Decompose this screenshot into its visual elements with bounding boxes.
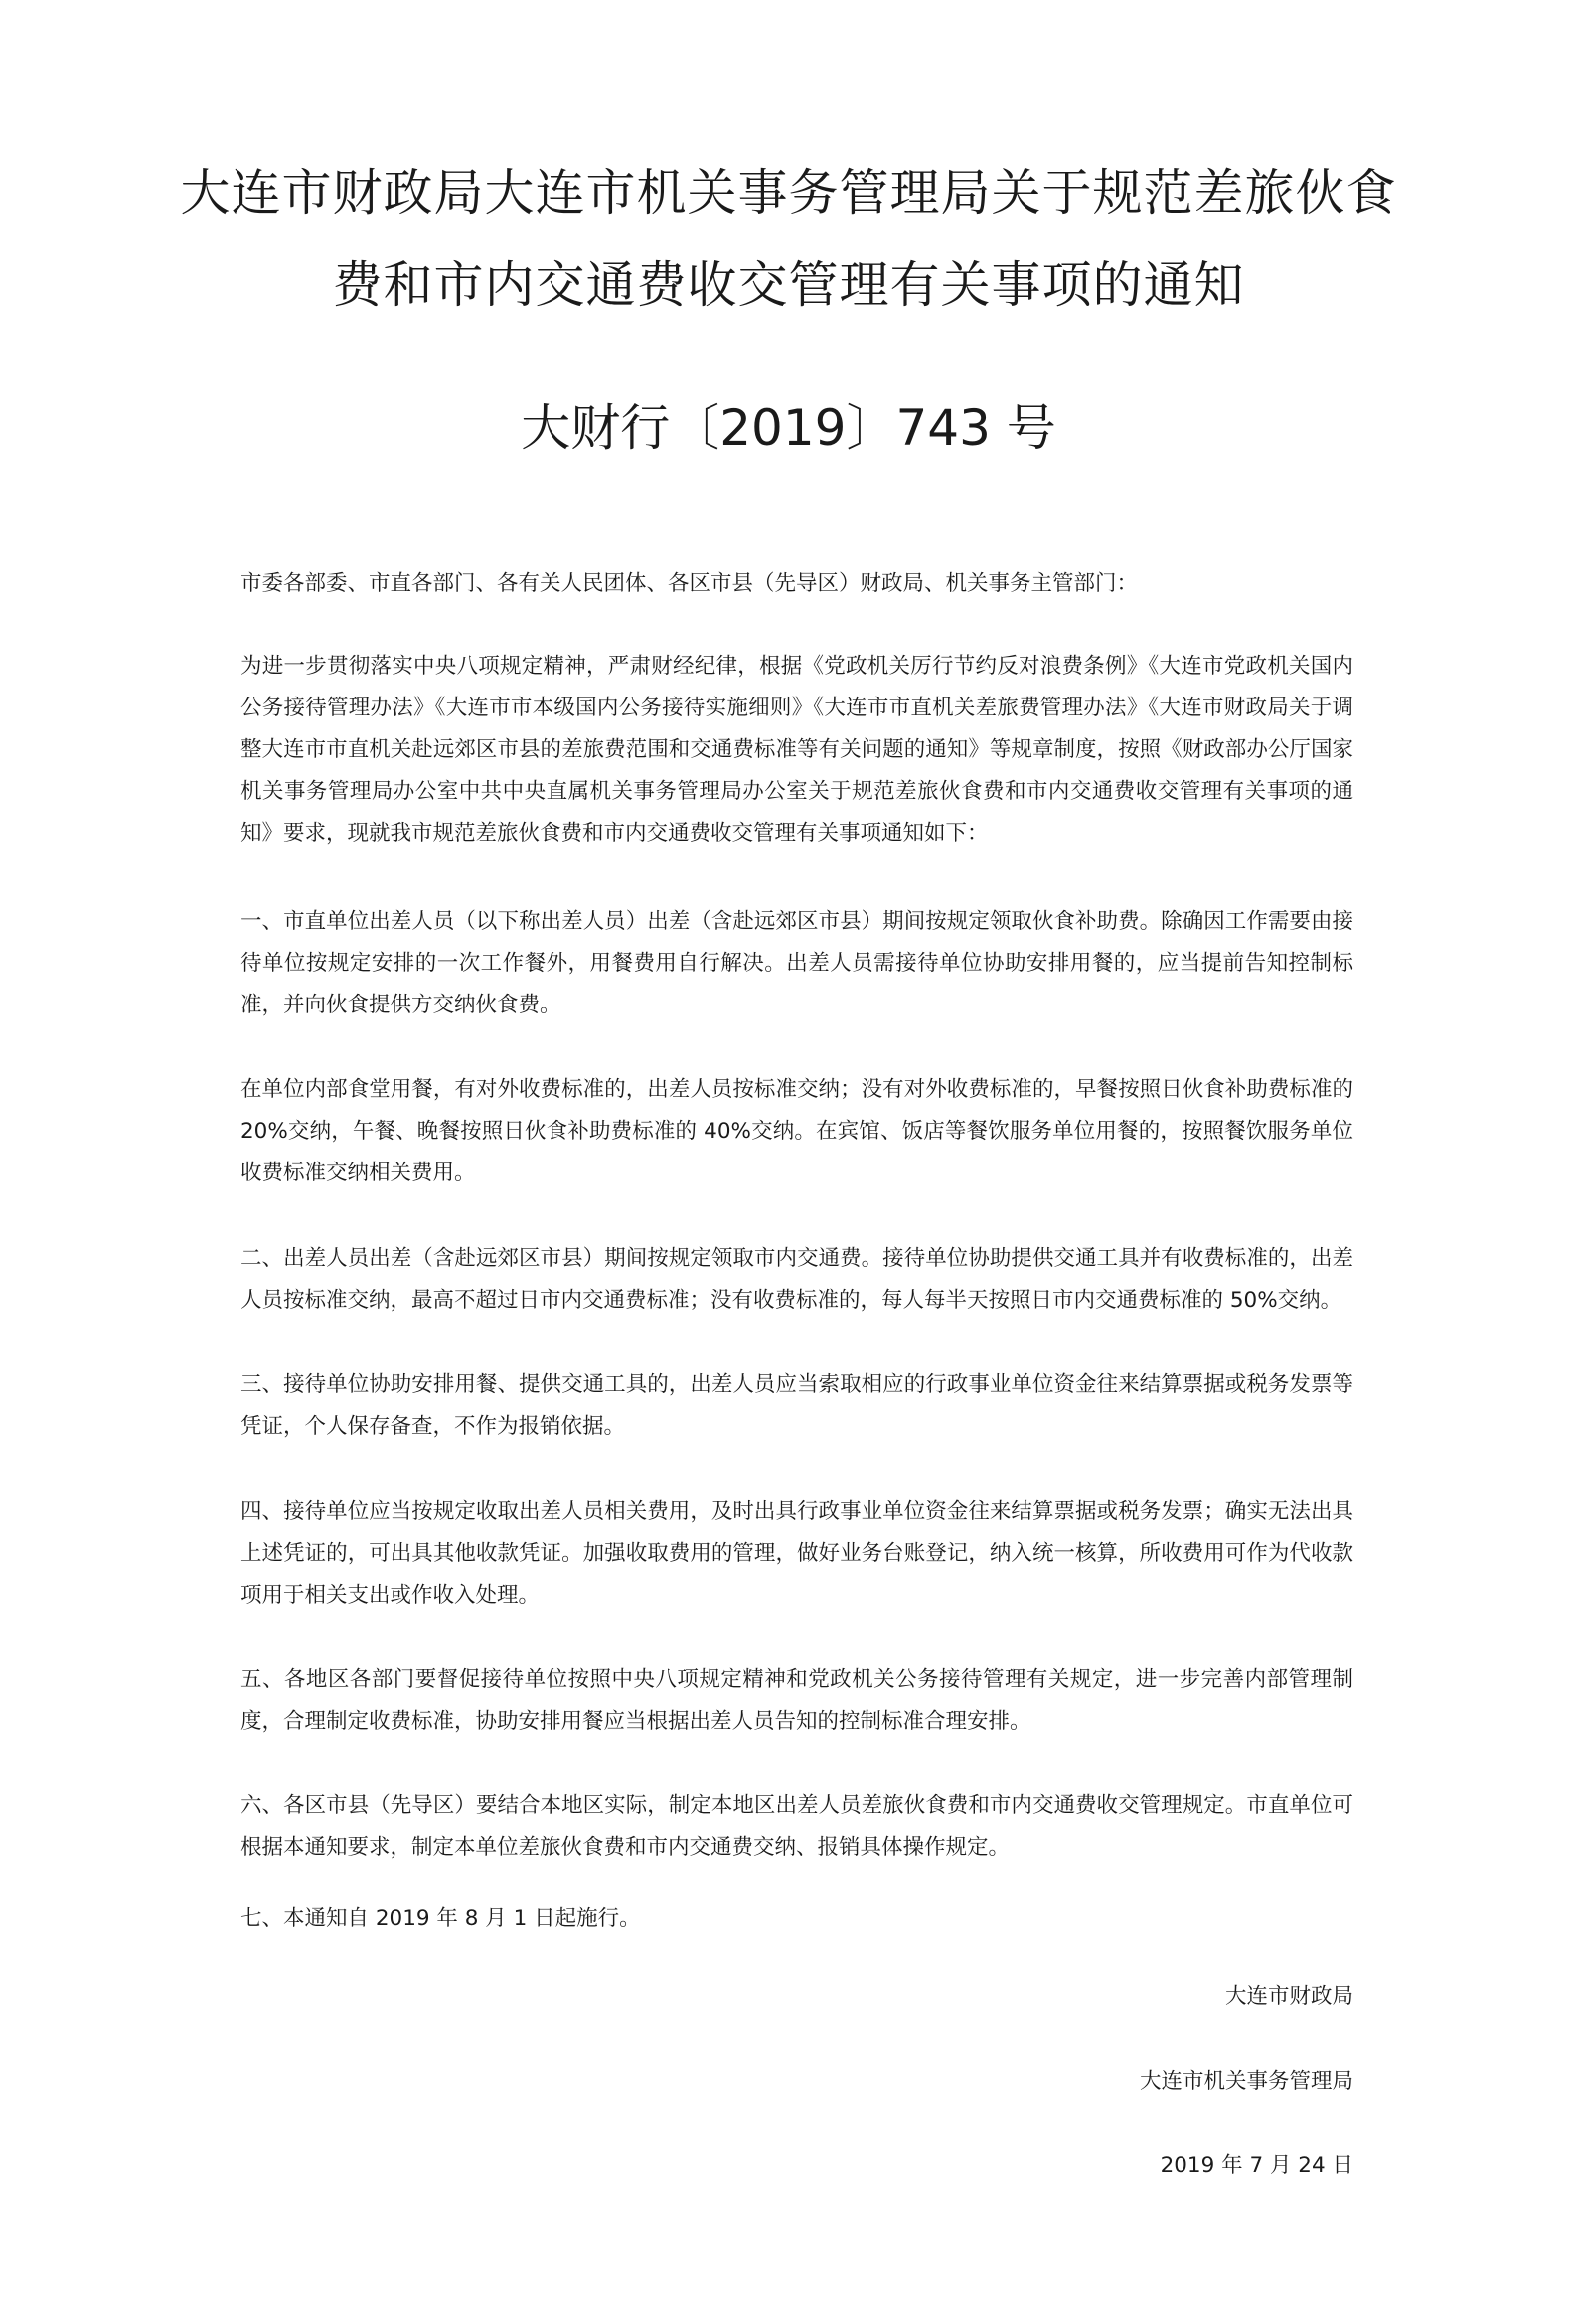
document-title: 大连市财政局大连市机关事务管理局关于规范差旅伙食费和市内交通费收交管理有关事项的通知 [180, 164, 1397, 314]
paragraph-item-3: 三、接待单位协助安排用餐、提供交通工具的，出差人员应当索取相应的行政事业单位资金往来结算票据或税务发票等凭证，个人保存备查，不作为报销依据。 [240, 1372, 1353, 1439]
paragraph-item-6: 六、各区市县（先导区）要结合本地区实际，制定本地区出差人员差旅伙食费和市内交通费收交管理规定。市直单位可根据本通知要求，制定本单位差旅伙食费和市内交通费交纳、报销具体操作规定。 [240, 1793, 1353, 1860]
issue-date: 2019 年 7 月 24 日 [1160, 2153, 1353, 2178]
paragraph-item-1: 一、市直单位出差人员（以下称出差人员）出差（含赴远郊区市县）期间按规定领取伙食补助费。除确因工作需要由接待单位按规定安排的一次工作餐外，用餐费用自行解决。出差人员需接待单位协助安排用餐的，应当提前告知控制标准，并向伙食提供方交纳伙食费。 [240, 909, 1353, 1017]
paragraph-item-1-detail: 在单位内部食堂用餐，有对外收费标准的，出差人员按标准交纳；没有对外收费标准的，早餐按照日伙食补助费标准的 20%交纳，午餐、晚餐按照日伙食补助费标准的 40%交纳。在宾馆、饭店等餐饮服务单位用餐的，按照餐饮服务单位收费标准交纳相关费用。 [240, 1077, 1353, 1185]
paragraph-item-2: 二、出差人员出差（含赴远郊区市县）期间按规定领取市内交通费。接待单位协助提供交通工具并有收费标准的，出差人员按标准交纳，最高不超过日市内交通费标准；没有收费标准的，每人每半天按照日市内交通费标准的 50%交纳。 [240, 1246, 1353, 1313]
signature-affairs-bureau: 大连市机关事务管理局 [1139, 2069, 1353, 2093]
paragraph-intro: 为进一步贯彻落实中央八项规定精神，严肃财经纪律，根据《党政机关厉行节约反对浪费条例》《大连市党政机关国内公务接待管理办法》《大连市市本级国内公务接待实施细则》《大连市市直机关差旅费管理办法》《大连市财政局关于调整大连市市直机关赴远郊区市县的差旅费范围和交通费标准等有关问题的通知》等规章制度，按照《财政部办公厅国家机关事务管理局办公室中共中央直属机关事务管理局办公室关于规范差旅伙食费和市内交通费收交管理有关事项的通知》要求，现就我市规范差旅伙食费和市内交通费收交管理有关事项通知如下： [240, 654, 1353, 846]
document-number: 大财行〔2019〕743 号 [521, 399, 1056, 457]
salutation: 市委各部委、市直各部门、各有关人民团体、各区市县（先导区）财政局、机关事务主管部门： [240, 571, 1139, 596]
paragraph-item-4: 四、接待单位应当按规定收取出差人员相关费用，及时出具行政事业单位资金往来结算票据或税务发票；确实无法出具上述凭证的，可出具其他收款凭证。加强收取费用的管理，做好业务台账登记，纳入统一核算，所收费用可作为代收款项用于相关支出或作收入处理。 [240, 1499, 1353, 1608]
paragraph-item-7: 七、本通知自 2019 年 8 月 1 日起施行。 [240, 1906, 641, 1931]
paragraph-item-5: 五、各地区各部门要督促接待单位按照中央八项规定精神和党政机关公务接待管理有关规定，进一步完善内部管理制度，合理制定收费标准，协助安排用餐应当根据出差人员告知的控制标准合理安排。 [240, 1667, 1353, 1734]
signature-finance-bureau: 大连市财政局 [1224, 1984, 1353, 2009]
